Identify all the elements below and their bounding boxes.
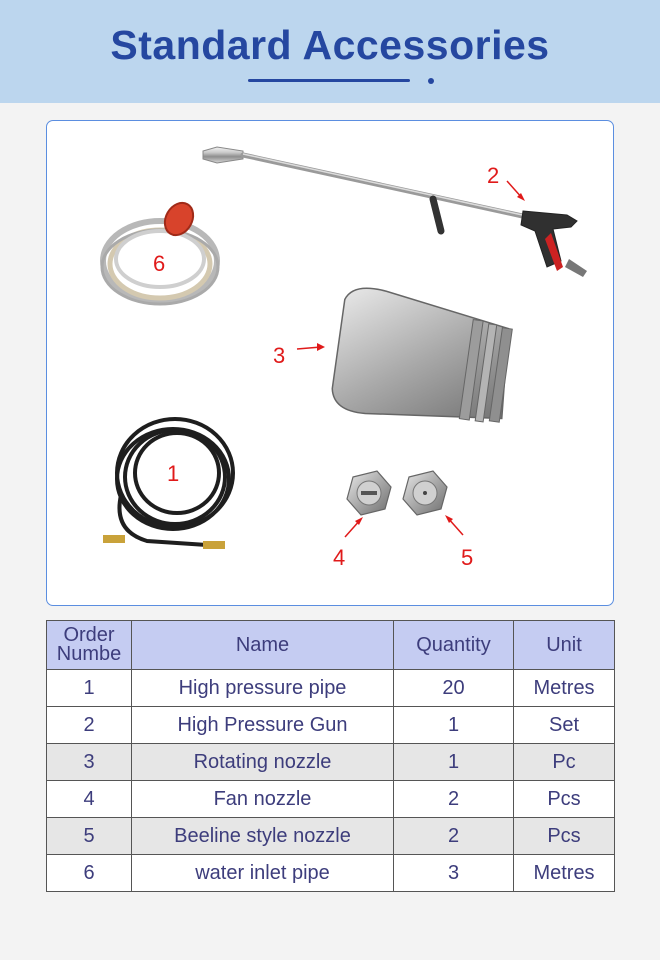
accessories-table [46,620,615,892]
cell-order: 6 [47,855,132,892]
callout-6: 6 [153,251,166,276]
column-header-quantity: Quantity [394,621,514,670]
callout-3: 3 [273,343,286,368]
rotating-nozzle-image [329,285,517,433]
cell-quantity: 20 [394,670,514,707]
accessories-illustration [47,121,613,605]
column-header-unit: Unit [514,621,615,670]
cell-unit: Metres [514,855,615,892]
pressure-gun-image [203,147,587,277]
cell-quantity: 2 [394,818,514,855]
cell-quantity: 1 [394,744,514,781]
accessories-photo [46,120,614,606]
table-row [47,670,615,707]
table-row [47,744,615,781]
cell-name: Rotating nozzle [132,744,394,781]
title-dot [428,78,434,84]
cell-name: High Pressure Gun [132,707,394,744]
page-header [0,0,660,103]
cell-unit: Pcs [514,818,615,855]
fan-nozzle-image [347,471,391,515]
cell-quantity: 1 [394,707,514,744]
cell-order: 1 [47,670,132,707]
beeline-nozzle-image [403,471,447,515]
callout-2: 2 [487,163,500,188]
cell-order: 4 [47,781,132,818]
cell-unit: Set [514,707,615,744]
table-row [47,818,615,855]
cell-name: Fan nozzle [132,781,394,818]
table-header-row [47,621,615,670]
callout-5: 5 [461,545,474,570]
callout-4: 4 [333,545,346,570]
cell-quantity: 3 [394,855,514,892]
column-header-name: Name [132,621,394,670]
cell-unit: Pc [514,744,615,781]
table-row [47,855,615,892]
cell-quantity: 2 [394,781,514,818]
cell-order: 3 [47,744,132,781]
cell-order: 2 [47,707,132,744]
page-title: Standard Accessories [110,22,550,68]
table-row [47,781,615,818]
table-row [47,707,615,744]
cell-name: High pressure pipe [132,670,394,707]
column-header-order: Order Numbe [47,621,132,670]
cell-name: water inlet pipe [132,855,394,892]
cell-order: 5 [47,818,132,855]
title-underline [248,79,410,82]
cell-name: Beeline style nozzle [132,818,394,855]
cell-unit: Metres [514,670,615,707]
callout-1: 1 [167,461,180,486]
cell-unit: Pcs [514,781,615,818]
